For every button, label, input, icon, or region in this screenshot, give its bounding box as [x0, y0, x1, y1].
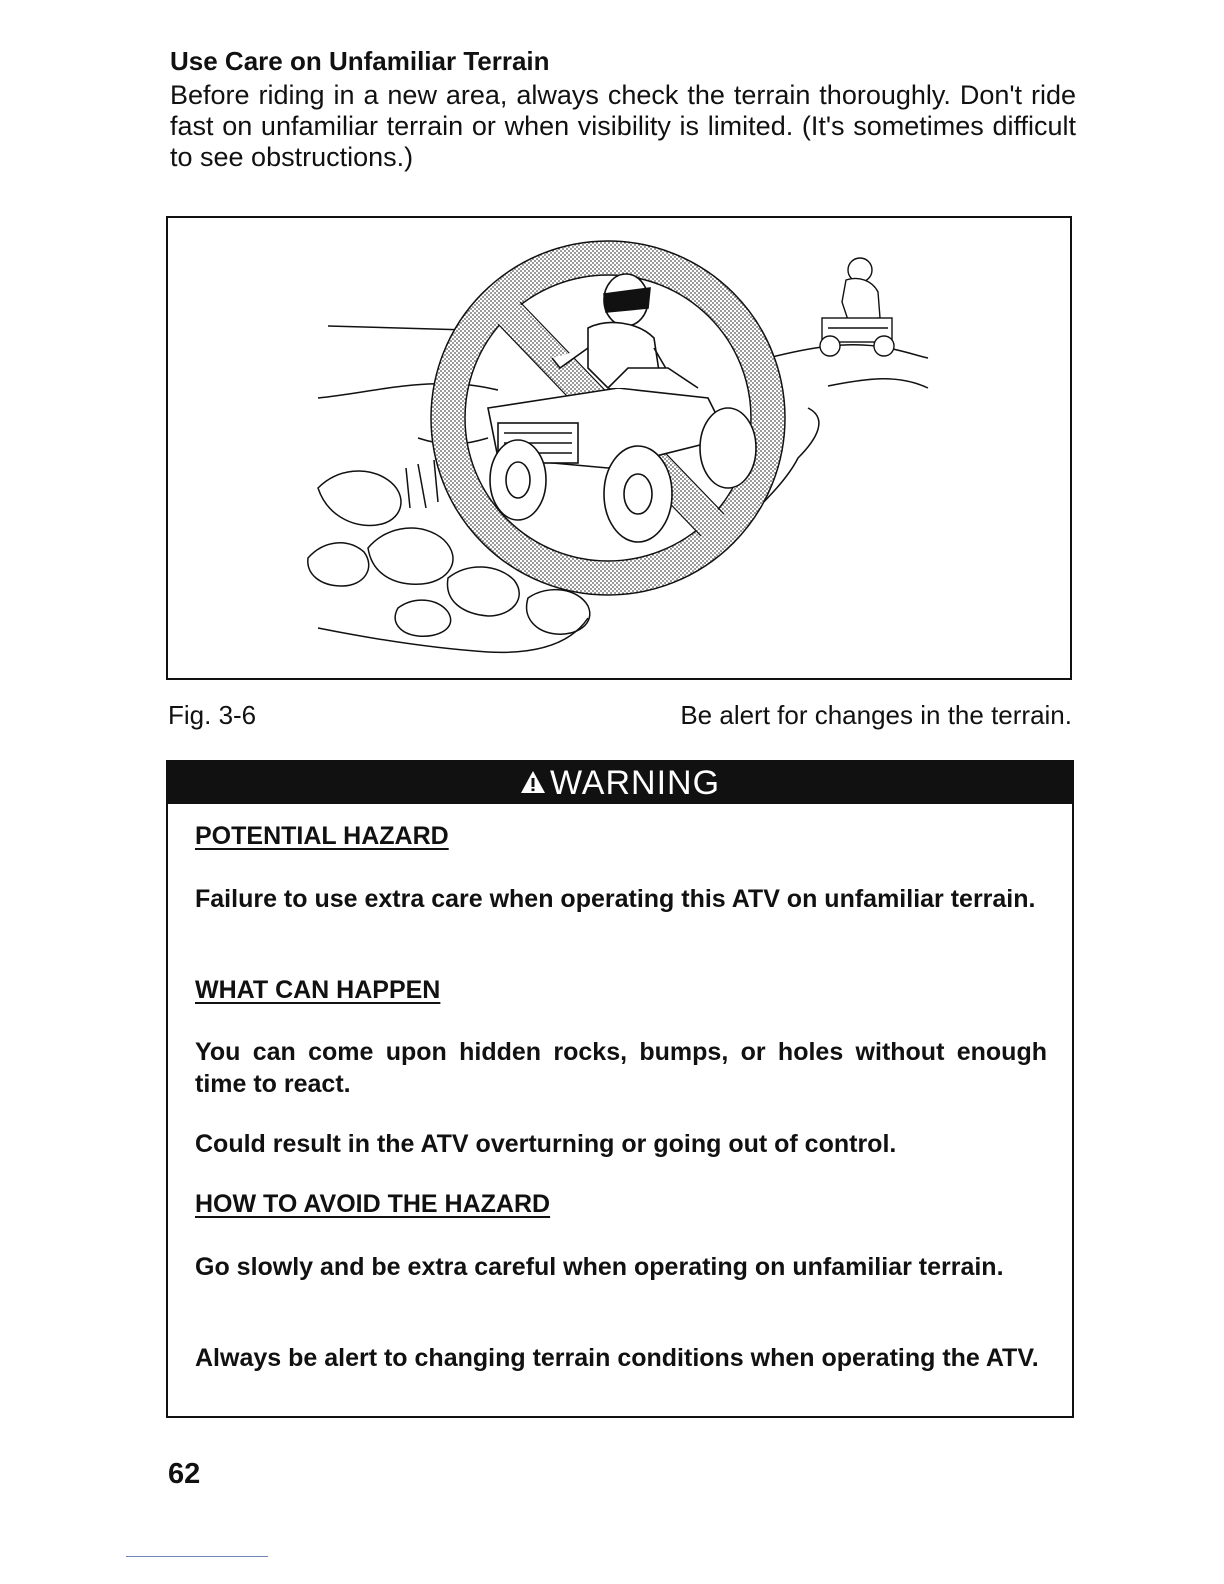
atv-terrain-illustration	[168, 218, 1070, 678]
intro-paragraph: Before riding in a new area, always check the terrain thoroughly. Don't ride fast on unfamiliar terrain or when visibility is limited. (It's sometimes difficult to see obstructions.)	[170, 80, 1076, 172]
figure-label: Fig. 3-6	[168, 700, 257, 730]
page-number: 62	[168, 1458, 201, 1490]
how-to-avoid-text-2: Always be alert to changing terrain conditions when operating the ATV.	[195, 1344, 1039, 1372]
warning-triangle-icon	[520, 764, 546, 803]
warning-box	[166, 760, 1074, 1418]
what-can-happen-heading: WHAT CAN HAPPEN	[195, 976, 441, 1004]
warning-header	[168, 762, 1072, 804]
potential-hazard-heading: POTENTIAL HAZARD	[195, 822, 449, 850]
potential-hazard-text: Failure to use extra care when operating this ATV on unfamiliar terrain.	[195, 885, 1036, 913]
scan-edge-line	[126, 1556, 268, 1557]
what-can-happen-text-2: Could result in the ATV overturning or going out of control.	[195, 1130, 897, 1158]
warning-title: WARNING	[549, 763, 721, 802]
what-can-happen-text-1: You can come upon hidden rocks, bumps, or holes without enough time to react.	[195, 1038, 1047, 1098]
figure-illustration	[166, 216, 1072, 680]
atv-rider-distant	[820, 258, 894, 356]
how-to-avoid-heading: HOW TO AVOID THE HAZARD	[195, 1190, 551, 1218]
section-title: Use Care on Unfamiliar Terrain	[170, 46, 550, 76]
how-to-avoid-text-1: Go slowly and be extra careful when operating on unfamiliar terrain.	[195, 1253, 1004, 1281]
figure-caption: Be alert for changes in the terrain.	[680, 700, 1072, 730]
